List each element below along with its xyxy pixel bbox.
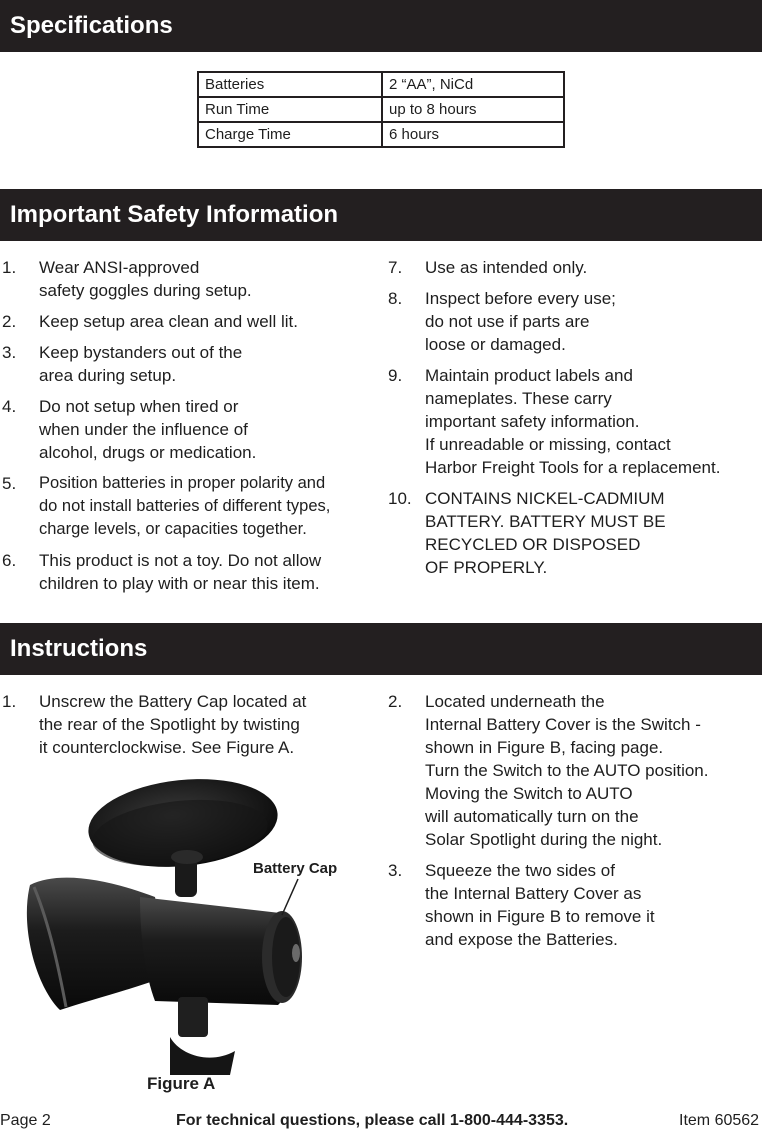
item-text: Use as intended only. xyxy=(425,258,588,277)
list-item xyxy=(2,472,374,541)
spotlight-illustration xyxy=(20,775,360,1075)
safety-left-column xyxy=(2,256,374,603)
item-text: Position batteries in proper polarity and do not install batteries of different types, charge levels, or capacities together. xyxy=(39,474,331,538)
item-text: This product is not a toy. Do not allow children to play with or near this item. xyxy=(39,551,322,593)
support-line: For technical questions, please call 1-800-444-3353. xyxy=(176,1112,569,1129)
spec-value: 6 hours xyxy=(382,122,564,147)
list-item xyxy=(388,364,760,479)
battery-cap-callout: Battery Cap xyxy=(253,860,338,877)
specifications-table xyxy=(197,71,565,148)
page-number: Page 2 xyxy=(0,1112,51,1129)
table-row xyxy=(198,97,564,122)
table-row xyxy=(198,122,564,147)
item-text: Keep bystanders out of the area during setup. xyxy=(39,343,243,385)
item-text: Squeeze the two sides of the Internal Battery Cover as shown in Figure B to remove it and expose the Batteries. xyxy=(425,861,655,949)
list-item xyxy=(388,287,760,356)
safety-right-column xyxy=(388,256,760,587)
list-item xyxy=(2,549,374,595)
item-text: CONTAINS NICKEL-CADMIUM BATTERY. BATTERY MUST BE RECYCLED OR DISPOSED OF PROPERLY. xyxy=(425,489,666,577)
item-number: 9. xyxy=(388,366,403,385)
figure-caption: Figure A xyxy=(147,1074,216,1093)
list-item xyxy=(2,256,374,302)
item-number: 3. xyxy=(388,861,403,880)
item-number: 1. xyxy=(2,692,17,711)
list-item xyxy=(2,690,374,759)
list-item xyxy=(2,341,374,387)
spec-value: 2 “AA”, NiCd xyxy=(382,72,564,97)
spec-value: up to 8 hours xyxy=(382,97,564,122)
item-text: Keep setup area clean and well lit. xyxy=(39,312,298,331)
instructions-right-column xyxy=(388,690,760,959)
spec-label: Charge Time xyxy=(198,122,382,147)
instructions-heading: Instructions xyxy=(0,623,762,675)
list-item xyxy=(388,859,760,951)
specifications-heading: Specifications xyxy=(0,0,762,52)
item-number: 2. xyxy=(2,312,17,331)
figure-a-image xyxy=(20,775,360,1075)
item-number: 1. xyxy=(2,258,17,277)
list-item xyxy=(388,690,760,851)
list-item xyxy=(388,256,760,279)
item-text: Wear ANSI-approved safety goggles during setup. xyxy=(39,258,252,300)
list-item xyxy=(2,310,374,333)
callout-line xyxy=(282,879,298,915)
item-number: 3. xyxy=(2,343,17,362)
spec-label: Run Time xyxy=(198,97,382,122)
item-number-footer: Item 60562 xyxy=(679,1112,760,1129)
item-number: 10. xyxy=(388,489,412,508)
spec-label: Batteries xyxy=(198,72,382,97)
instructions-left-column xyxy=(2,690,374,767)
item-text: Unscrew the Battery Cap located at the rear of the Spotlight by twisting it counterclockwise. See Figure A. xyxy=(39,692,307,757)
item-number: 6. xyxy=(2,551,17,570)
item-text: Do not setup when tired or when under the influence of alcohol, drugs or medication. xyxy=(39,397,257,462)
item-text: Located underneath the Internal Battery Cover is the Switch - shown in Figure B, facing page. Turn the Switch to the AUTO position. Moving the Switch to AUTO will automatically turn on the Solar Spotlight during the night. xyxy=(425,692,709,849)
item-number: 4. xyxy=(2,397,17,416)
item-number: 2. xyxy=(388,692,403,711)
safety-heading: Important Safety Information xyxy=(0,189,762,241)
item-number: 8. xyxy=(388,289,403,308)
item-text: Inspect before every use; do not use if parts are loose or damaged. xyxy=(425,289,616,354)
item-number: 7. xyxy=(388,258,403,277)
item-number: 5. xyxy=(2,474,17,493)
list-item xyxy=(2,395,374,464)
table-row xyxy=(198,72,564,97)
item-text: Maintain product labels and nameplates. These carry important safety information. If unreadable or missing, contact Harbor Freight Tools for a replacement. xyxy=(425,366,721,477)
list-item xyxy=(388,487,760,579)
